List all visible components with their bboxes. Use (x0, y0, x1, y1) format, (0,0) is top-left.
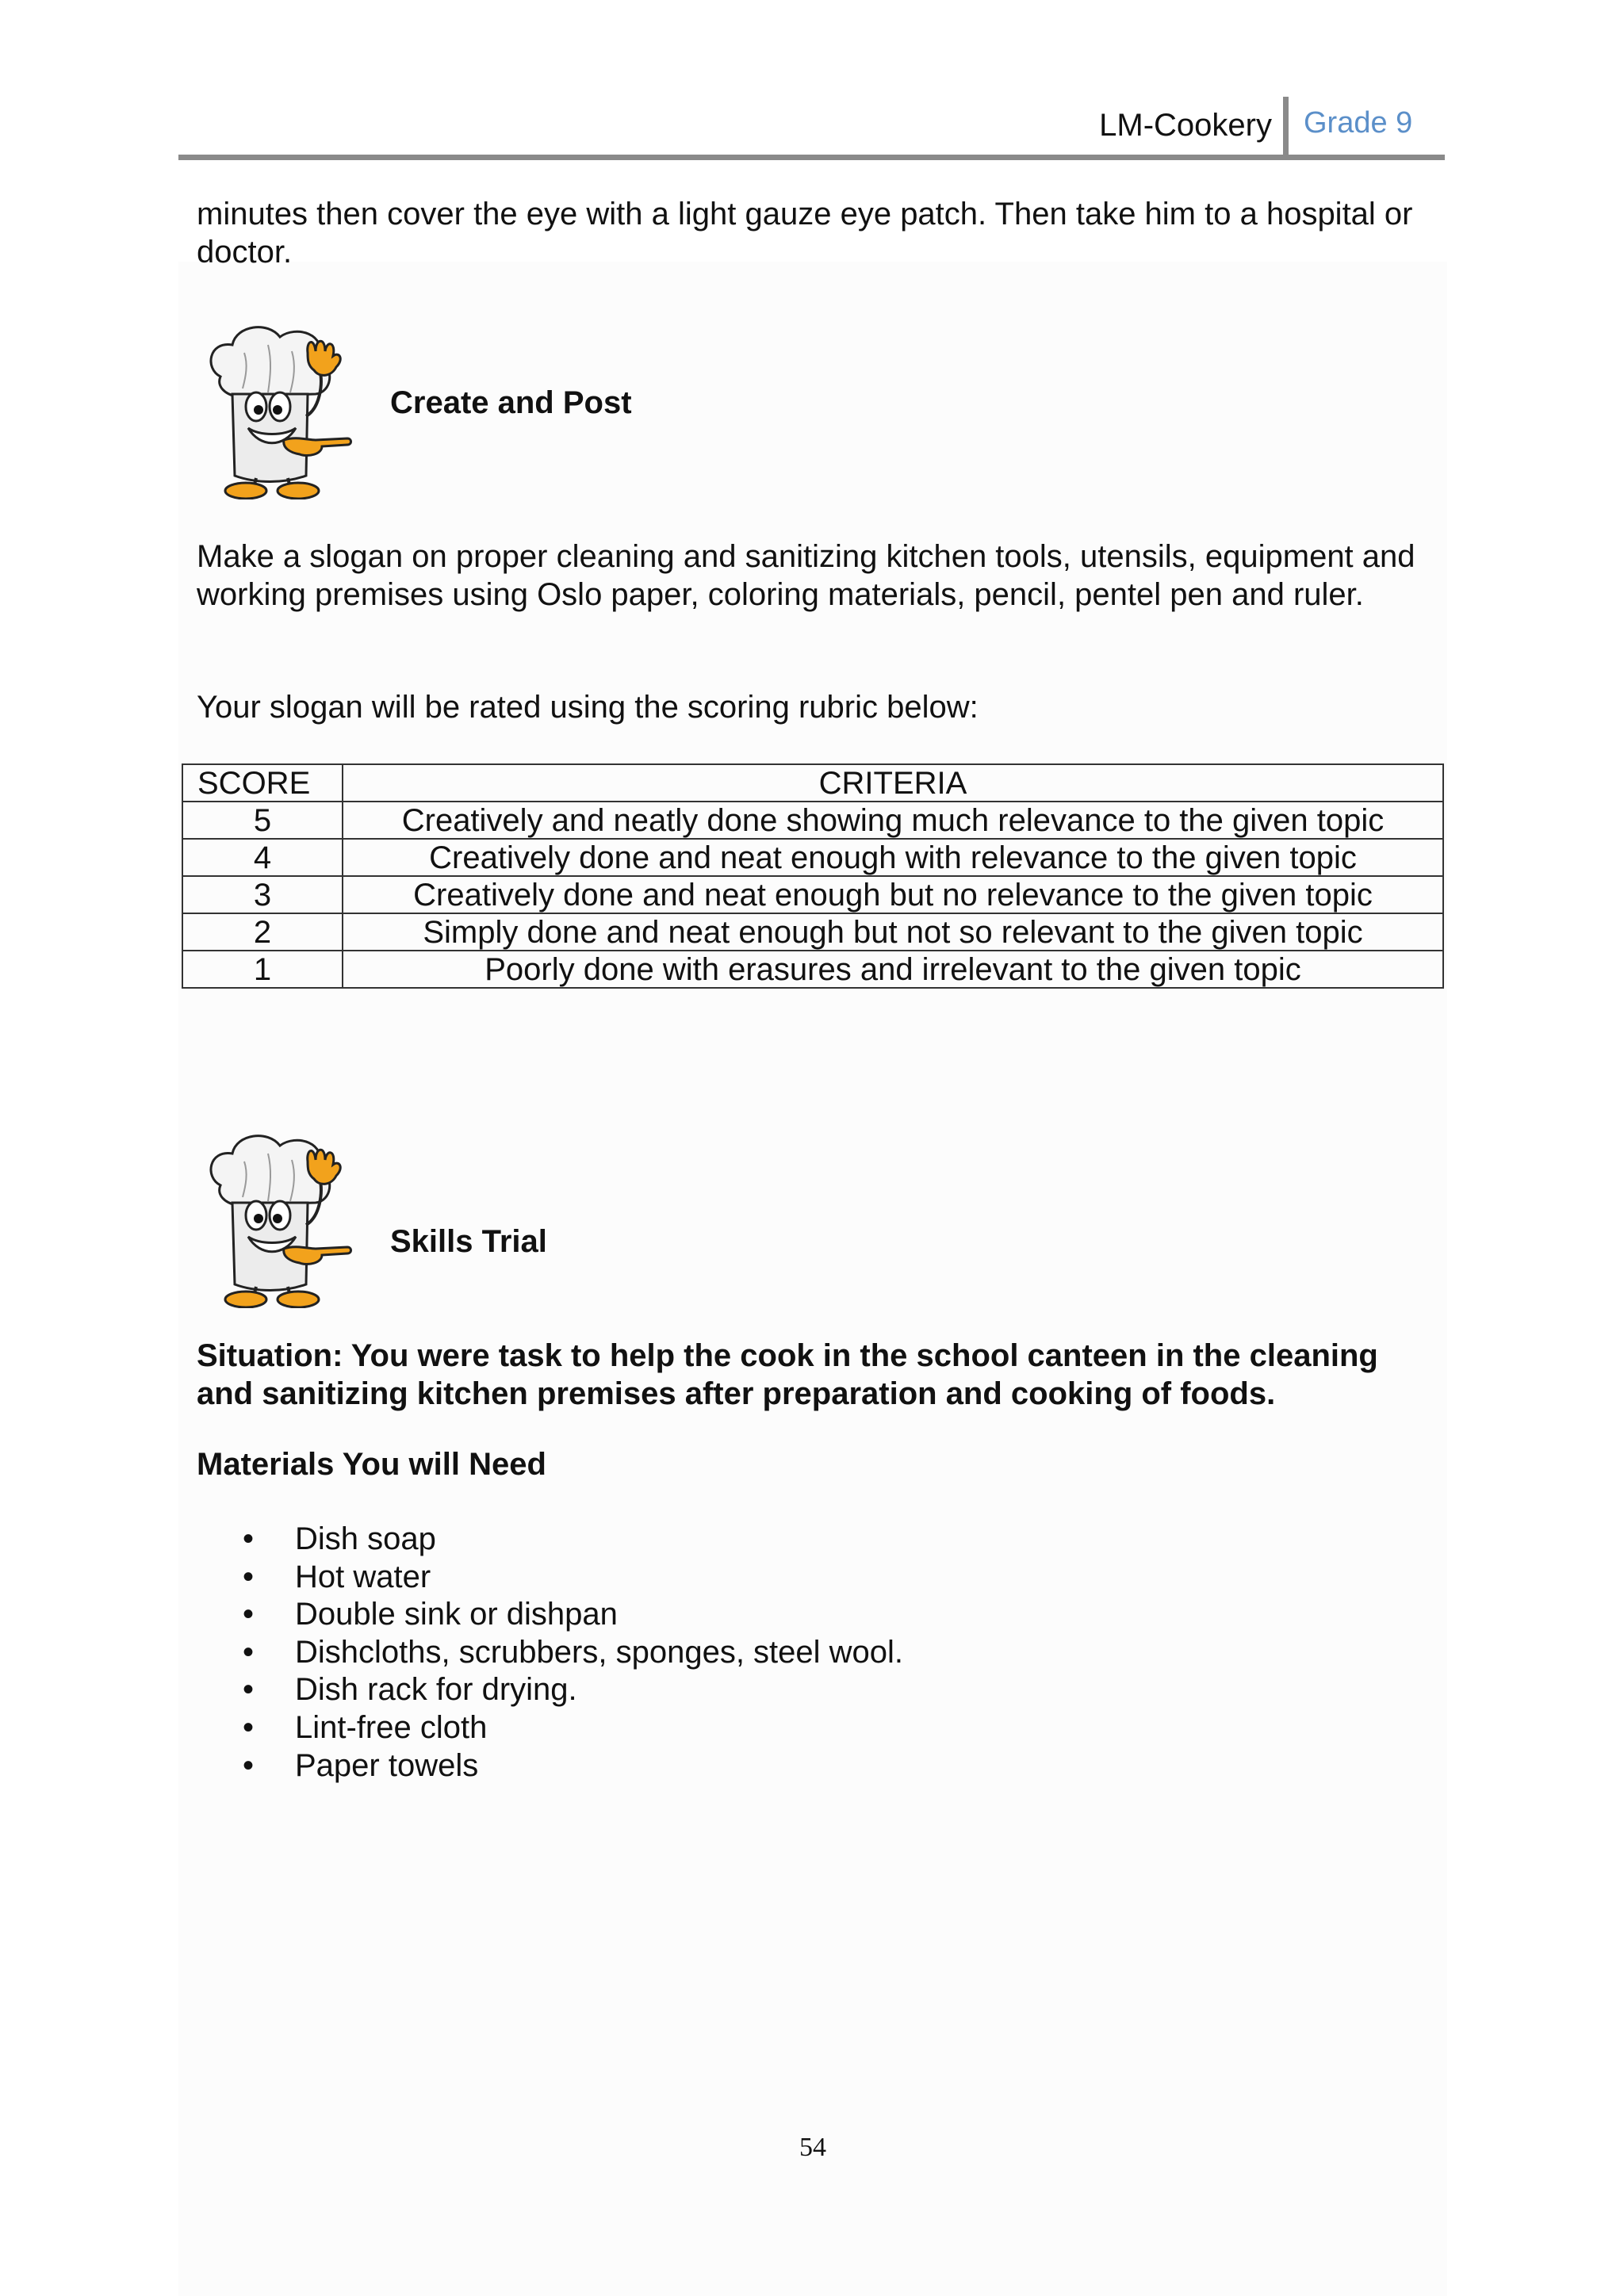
table-header-row (182, 764, 1443, 802)
rubric-intro: Your slogan will be rated using the scoring rubric below: (197, 690, 979, 725)
create-and-post-title: Create and Post (390, 385, 632, 420)
score-cell: 2 (182, 913, 343, 951)
criteria-cell: Simply done and neat enough but not so relevant to the given topic (343, 913, 1443, 951)
table-row (182, 951, 1443, 988)
header-grade: Grade 9 (1304, 106, 1413, 140)
scoring-rubric-table (182, 763, 1444, 989)
list-item: • Dishcloths, scrubbers, sponges, steel wool. (197, 1634, 903, 1672)
table-row (182, 839, 1443, 876)
chef-hat-mascot-icon (189, 321, 355, 499)
table-row (182, 876, 1443, 913)
criteria-cell: Creatively done and neat enough with relevance to the given topic (343, 839, 1443, 876)
materials-heading: Materials You will Need (197, 1447, 546, 1482)
create-and-post-instruction: Make a slogan on proper cleaning and sanitizing kitchen tools, utensils, equipment and working premises using Oslo paper, coloring materials, pencil, pentel pen and ruler. (197, 539, 1415, 612)
header-divider (1283, 97, 1289, 159)
header-course: LM-Cookery (1099, 108, 1272, 143)
list-item: • Hot water (197, 1559, 903, 1597)
column-header-criteria: CRITERIA (343, 764, 1443, 802)
criteria-cell: Poorly done with erasures and irrelevant to the given topic (343, 951, 1443, 988)
skills-trial-situation: Situation: You were task to help the cook in the school canteen in the cleaning and sanitizing kitchen premises after preparation and cooking of foods. (197, 1338, 1378, 1411)
list-item: • Dish soap (197, 1521, 903, 1559)
intro-continuation: minutes then cover the eye with a light gauze eye patch. Then take him to a hospital or doctor. (197, 197, 1413, 270)
materials-list (197, 1521, 903, 1785)
list-item: • Dish rack for drying. (197, 1671, 903, 1709)
score-cell: 5 (182, 802, 343, 839)
skills-trial-title: Skills Trial (390, 1224, 547, 1259)
list-item: • Double sink or dishpan (197, 1596, 903, 1634)
criteria-cell: Creatively done and neat enough but no relevance to the given topic (343, 876, 1443, 913)
page-number: 54 (799, 2133, 826, 2162)
score-cell: 4 (182, 839, 343, 876)
list-item: • Lint-free cloth (197, 1709, 903, 1747)
chef-hat-mascot-icon (189, 1130, 355, 1308)
criteria-cell: Creatively and neatly done showing much relevance to the given topic (343, 802, 1443, 839)
header-rule (178, 155, 1445, 160)
table-row (182, 802, 1443, 839)
table-row (182, 913, 1443, 951)
column-header-score: SCORE (182, 764, 343, 802)
score-cell: 1 (182, 951, 343, 988)
list-item: • Paper towels (197, 1747, 903, 1785)
score-cell: 3 (182, 876, 343, 913)
page-header (178, 95, 1445, 160)
